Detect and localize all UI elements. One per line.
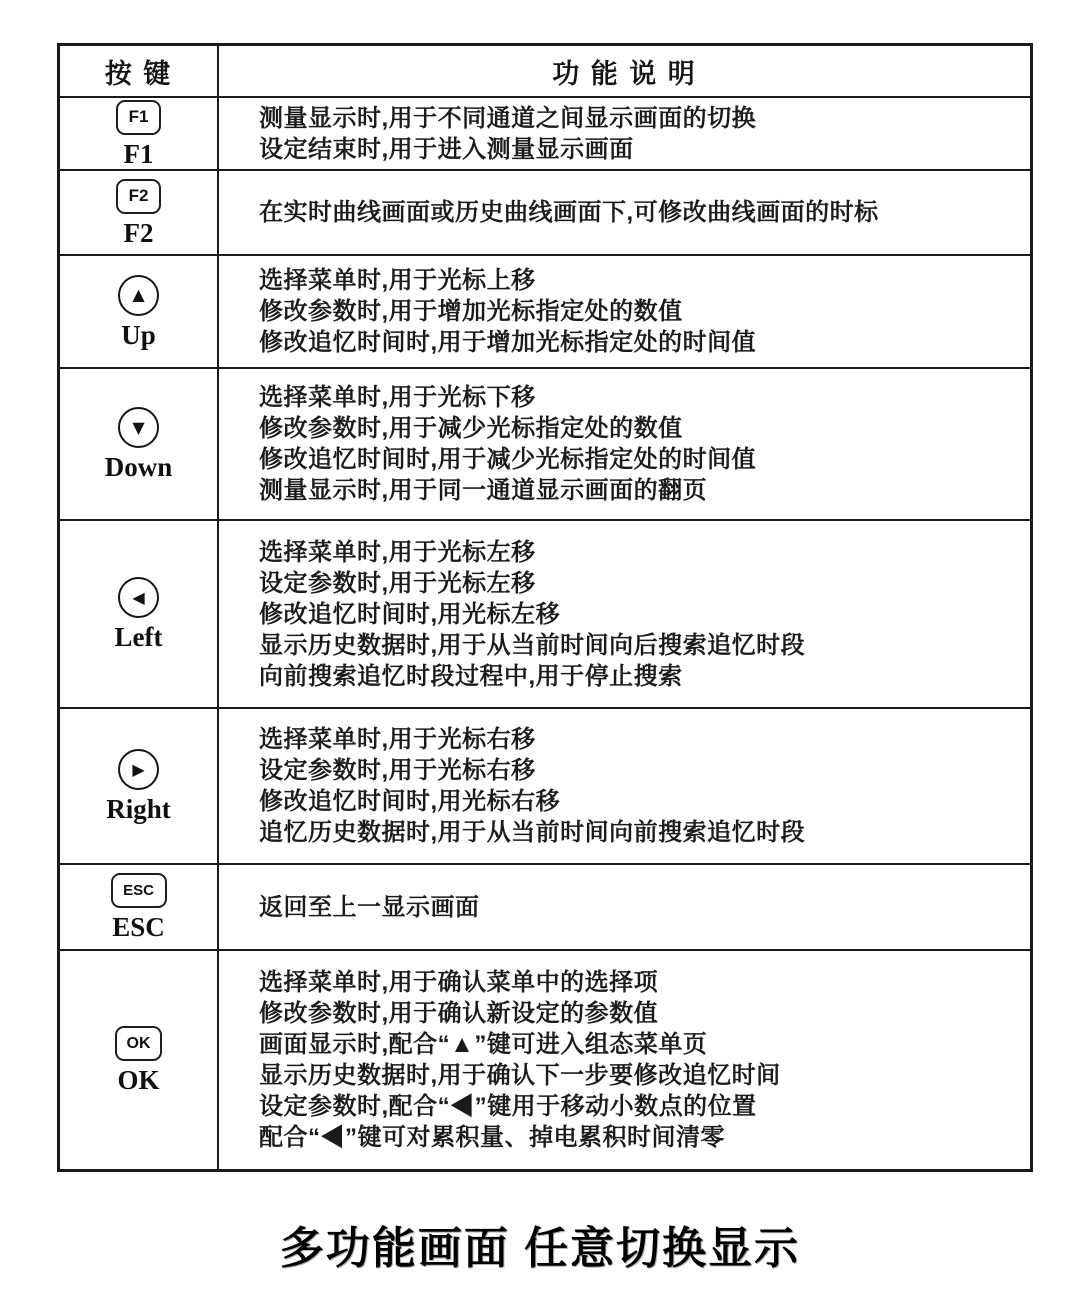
key-cell-f2 [60, 171, 219, 254]
key-cell-left [60, 521, 219, 707]
desc-line: 选择菜单时,用于光标右移 [259, 726, 536, 753]
key-cell-esc [60, 865, 219, 949]
desc-cell-left [219, 521, 1030, 707]
left-arrow-key-icon [118, 577, 159, 618]
esc-key-icon [111, 873, 167, 908]
desc-line: 配合“◀”键可对累积量、掉电累积时间清零 [259, 1124, 725, 1151]
desc-line: 修改追忆时间时,用于增加光标指定处的时间值 [259, 329, 757, 356]
desc-line: 测量显示时,用于同一通道显示画面的翻页 [259, 477, 708, 504]
desc-line: 修改参数时,用于增加光标指定处的数值 [259, 298, 683, 325]
desc-cell-esc [219, 865, 1030, 949]
key-label-f1: F1 [123, 138, 154, 169]
desc-line: 显示历史数据时,用于从当前时间向后搜索追忆时段 [259, 631, 806, 659]
key-label-left: Left [114, 622, 163, 652]
desc-cell-f2 [219, 171, 1030, 254]
f1-key-icon [116, 100, 161, 135]
footer-title: 多功能画面 任意切换显示 [279, 1224, 801, 1273]
desc-line: 设定参数时,用于光标左移 [259, 569, 536, 597]
table-row-up [60, 256, 1030, 369]
desc-line: 选择菜单时,用于光标上移 [259, 267, 536, 294]
ok-key-icon [115, 1026, 162, 1061]
desc-line: 在实时曲线画面或历史曲线画面下,可修改曲线画面的时标 [259, 199, 879, 226]
table-row-f1 [60, 98, 1030, 171]
table-row-left [60, 521, 1030, 709]
desc-line: 修改参数时,用于确认新设定的参数值 [259, 1000, 659, 1027]
desc-line: 设定结束时,用于进入测量显示画面 [259, 135, 634, 163]
table-row-right [60, 709, 1030, 865]
header-key-column: 按 键 [60, 46, 219, 96]
desc-line: 修改追忆时间时,用光标左移 [259, 600, 561, 628]
key-label-esc: ESC [112, 912, 165, 942]
left-triangle-glyph: ◀ [132, 587, 145, 607]
desc-cell-up [219, 256, 1030, 367]
desc-line: 修改追忆时间时,用于减少光标指定处的时间值 [259, 446, 757, 473]
f1-key-cap-text: F1 [128, 107, 149, 126]
f2-key-icon [116, 179, 161, 214]
table-row-down [60, 369, 1030, 521]
key-label-up: Up [121, 319, 156, 350]
ok-key-cap-text: OK [126, 1034, 151, 1052]
desc-cell-f1 [219, 98, 1030, 169]
desc-cell-right [219, 709, 1030, 863]
desc-cell-down [219, 369, 1030, 519]
down-triangle-glyph: ▼ [132, 417, 145, 437]
desc-line: 显示历史数据时,用于确认下一步要修改追忆时间 [259, 1062, 781, 1089]
up-arrow-key-icon [118, 275, 159, 316]
right-triangle-glyph: ▶ [132, 759, 145, 779]
table-row-ok [60, 951, 1030, 1169]
table-row-esc [60, 865, 1030, 951]
desc-cell-ok [219, 951, 1030, 1169]
key-label-down: Down [104, 452, 173, 482]
desc-line: 设定参数时,用于光标右移 [259, 757, 536, 784]
key-label-ok: OK [117, 1065, 160, 1095]
key-label-f2: F2 [123, 217, 154, 248]
key-cell-f1 [60, 98, 219, 169]
desc-line: 追忆历史数据时,用于从当前时间向前搜索追忆时段 [259, 819, 806, 846]
table-row-f2 [60, 171, 1030, 256]
desc-line: 选择菜单时,用于光标下移 [259, 384, 536, 411]
up-triangle-glyph: ▲ [132, 285, 145, 304]
desc-line: 测量显示时,用于不同通道之间显示画面的切换 [259, 104, 757, 132]
key-cell-ok [60, 951, 219, 1169]
right-arrow-key-icon [118, 749, 159, 790]
desc-line: 设定参数时,配合“◀”键用于移动小数点的位置 [259, 1093, 757, 1120]
key-function-table [57, 43, 1033, 1172]
key-cell-up [60, 256, 219, 367]
header-function-column: 功 能 说 明 [552, 58, 697, 89]
desc-line: 向前搜索追忆时段过程中,用于停止搜索 [259, 662, 683, 690]
desc-line: 选择菜单时,用于光标左移 [259, 538, 536, 566]
desc-line: 修改参数时,用于减少光标指定处的数值 [259, 415, 683, 442]
key-cell-down [60, 369, 219, 519]
down-arrow-key-icon [118, 407, 159, 448]
desc-line: 画面显示时,配合“▲”键可进入组态菜单页 [259, 1031, 708, 1058]
desc-line: 修改追忆时间时,用光标右移 [259, 788, 561, 815]
esc-key-cap-text: ESC [123, 882, 154, 899]
key-cell-right [60, 709, 219, 863]
key-label-right: Right [106, 794, 171, 824]
f2-key-cap-text: F2 [128, 186, 149, 205]
desc-line: 选择菜单时,用于确认菜单中的选择项 [259, 969, 659, 996]
table-header-row [60, 46, 1030, 98]
desc-line: 返回至上一显示画面 [259, 893, 480, 921]
